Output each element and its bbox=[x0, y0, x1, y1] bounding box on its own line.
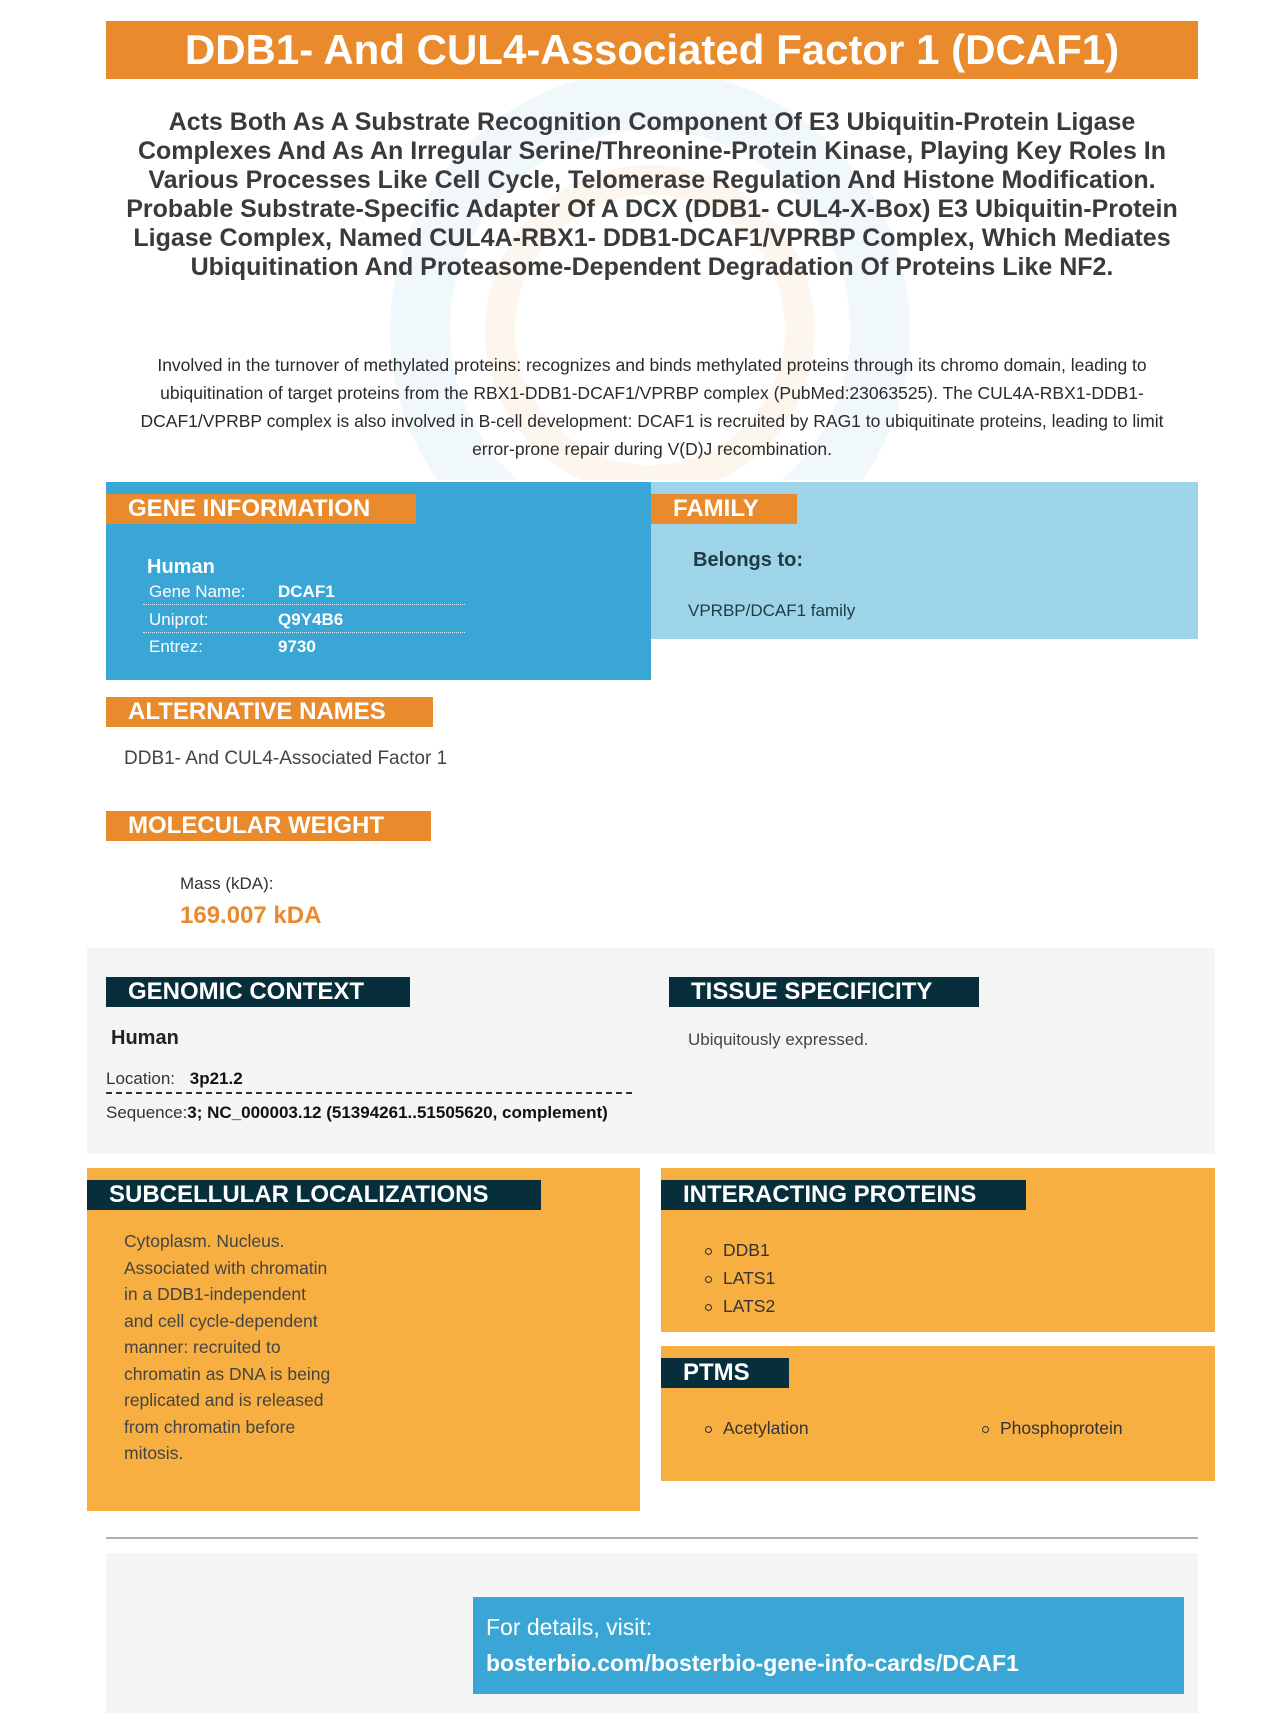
location-value: 3p21.2 bbox=[189, 1069, 243, 1088]
uniprot-value: Q9Y4B6 bbox=[278, 610, 344, 629]
uniprot-row bbox=[143, 606, 465, 633]
ptms-header: PTMS bbox=[661, 1358, 789, 1388]
details-link[interactable]: bosterbio.com/bosterbio-gene-info-cards/DCAF1 bbox=[486, 1650, 1019, 1676]
tissue-specificity-value: Ubiquitously expressed. bbox=[688, 1030, 869, 1049]
family-label: Belongs to: bbox=[693, 549, 803, 571]
sequence-value: 3; NC_000003.12 (51394261..51505620, complement) bbox=[187, 1103, 608, 1122]
entrez-label: Entrez: bbox=[149, 637, 203, 656]
location-row bbox=[106, 1066, 632, 1094]
footer-divider bbox=[106, 1537, 1198, 1539]
list-item: DDB1 bbox=[703, 1236, 775, 1264]
mass-value: 169.007 kDA bbox=[180, 902, 322, 929]
gene-information-header: GENE INFORMATION bbox=[106, 494, 416, 524]
subcellular-header: SUBCELLULAR LOCALIZATIONS bbox=[87, 1180, 541, 1210]
list-item: Phosphoprotein bbox=[980, 1414, 1123, 1442]
gene-name-value: DCAF1 bbox=[278, 582, 335, 601]
tissue-specificity-header: TISSUE SPECIFICITY bbox=[669, 977, 979, 1007]
interacting-proteins-header: INTERACTING PROTEINS bbox=[661, 1180, 1026, 1210]
genomic-context-header: GENOMIC CONTEXT bbox=[106, 977, 410, 1007]
family-header: FAMILY bbox=[651, 494, 797, 524]
ptms-list-left bbox=[703, 1414, 809, 1442]
list-item: LATS2 bbox=[703, 1292, 775, 1320]
gene-name-row bbox=[143, 578, 465, 605]
genomic-species: Human bbox=[111, 1027, 179, 1049]
list-item: Acetylation bbox=[703, 1414, 809, 1442]
mass-label: Mass (kDA): bbox=[180, 874, 274, 893]
details-label: For details, visit: bbox=[486, 1614, 653, 1640]
ptms-list-right bbox=[980, 1414, 1123, 1442]
details-link-box[interactable] bbox=[473, 1597, 1184, 1694]
interacting-proteins-list bbox=[703, 1236, 775, 1320]
protein-summary: Acts Both As A Substrate Recognition Component Of E3 Ubiquitin-Protein Ligase Complexes And As An Irregular Serine/Threonine-Protein Kinase, Playing Key Roles In Various Processes Like Cell Cycle, Telomerase Regulation And Histone Modification. Probable Substrate-Specific Adapter Of A DCX (DDB1- CUL4-X-Box) E3 Ubiquitin-Protein Ligase Complex, Named CUL4A-RBX1- DDB1-DCAF1/VPRBP Complex, Which Mediates Ubiquitination And Proteasome-Dependent Degradation Of Proteins Like NF2. bbox=[126, 108, 1178, 281]
entrez-value: 9730 bbox=[278, 637, 316, 656]
family-value: VPRBP/DCAF1 family bbox=[688, 601, 856, 620]
alternative-names-header: ALTERNATIVE NAMES bbox=[106, 697, 433, 727]
list-item: LATS1 bbox=[703, 1264, 775, 1292]
subcellular-panel bbox=[87, 1168, 640, 1511]
title-banner bbox=[106, 21, 1198, 79]
molecular-weight-header: MOLECULAR WEIGHT bbox=[106, 811, 431, 841]
sequence-label: Sequence: bbox=[106, 1103, 188, 1122]
subcellular-value: Cytoplasm. Nucleus. Associated with chromatin in a DDB1-independent and cell cycle-dependent manner: recruited to chromatin as DNA is being replicated and is released from chromatin before mitosis. bbox=[124, 1231, 331, 1463]
location-label: Location: bbox=[106, 1069, 175, 1088]
entrez-row bbox=[143, 633, 465, 660]
uniprot-label: Uniprot: bbox=[149, 610, 209, 629]
alternative-names-value: DDB1- And CUL4-Associated Factor 1 bbox=[124, 748, 448, 769]
gene-species: Human bbox=[147, 556, 215, 578]
sequence-row bbox=[106, 1100, 608, 1126]
function-description: Involved in the turnover of methylated proteins: recognizes and binds methylated proteins through its chromo domain, leading to ubiquitination of target proteins from the RBX1-DDB1-DCAF1/VPRBP complex (PubMed:23063525). The CUL4A-RBX1-DDB1-DCAF1/VPRBP complex is also involved in B-cell development: DCAF1 is recruited by RAG1 to ubiquitinate proteins, leading to limit error-prone repair during V(D)J recombination. bbox=[140, 355, 1164, 459]
gene-name-label: Gene Name: bbox=[149, 582, 246, 601]
page-title: DDB1- And CUL4-Associated Factor 1 (DCAF1) bbox=[184, 26, 1120, 73]
